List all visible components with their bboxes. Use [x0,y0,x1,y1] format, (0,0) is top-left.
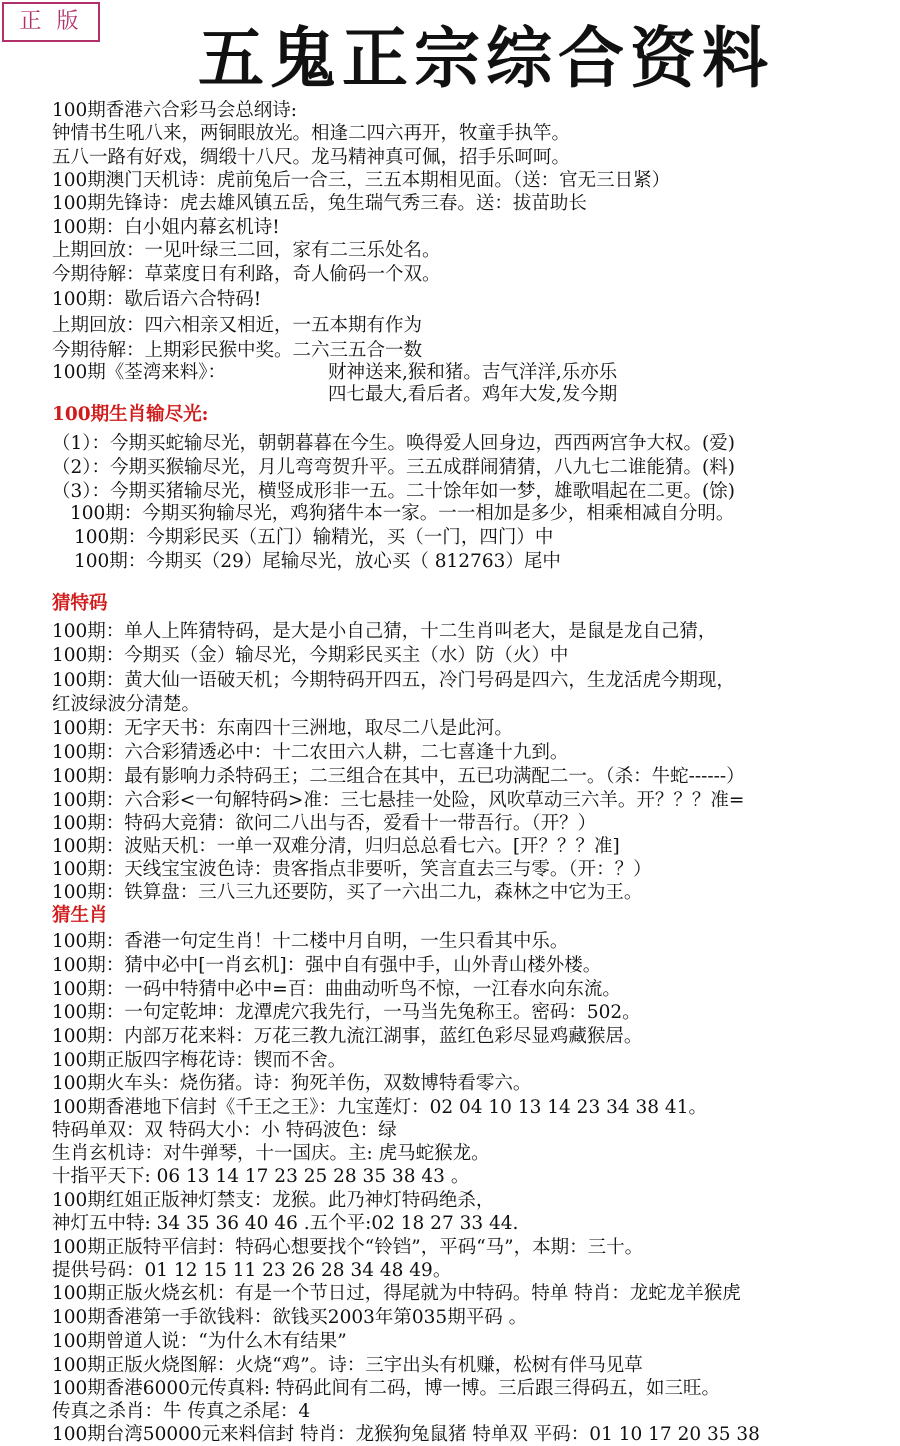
genuine-badge: 正 版 [2,2,100,42]
text-line: 100期红姐正版神灯禁支：龙猴。此乃神灯特码绝杀， [52,1190,495,1211]
text-line: 十指平天下: 06 13 14 17 23 25 28 35 38 43 。 [52,1166,470,1187]
text-line: 100期正版火烧图解：火烧“鸡”。诗：三宇出头有机赚，松树有伴马见草 [52,1355,643,1376]
text-line: 100期：一码中特猜中必中=百：曲曲动听鸟不惊，一江春水向东流。 [52,979,621,1000]
text-line: 钟情书生吼八来，两铜眼放光。相逢二四六再开，牧童手执竿。 [52,123,571,144]
text-line: 特码单双：双 特码大小：小 特码波色：绿 [52,1120,397,1141]
text-line: 100期：铁算盘：三八三九还要防，买了一六出二九，森林之中它为王。 [52,882,643,903]
text-line: 红波绿波分清楚。 [52,694,201,715]
text-line: 100期香港第一手欲钱料：欲钱买2003年第035期平码 。 [52,1307,528,1328]
text-line: 100期火车头：烧伤猪。诗：狗死羊伤，双数博特看零六。 [52,1073,532,1094]
text-line: 四七最大,看后者。鸡年大发,发今期 [328,384,618,405]
text-line: 100期：香港一句定生肖！十二楼中月自明，一生只看其中乐。 [52,931,569,952]
text-line: 100期香港六合彩马会总纲诗: [52,100,298,121]
text-line: 100期正版火烧玄机：有是一个节日过，得尾就为中特码。特单 特肖：龙蛇龙羊猴虎 [52,1283,741,1304]
text-line: 100期：白小姐内幕玄机诗! [52,217,280,238]
text-line: 100期：内部万花来料：万花三教九流江湖事，蓝红色彩尽显鸡藏猴居。 [52,1026,643,1047]
page-title: 五鬼正宗综合资料 [198,19,774,97]
text-line: 今期待解：草菜度日有利路，奇人偷码一个双。 [52,264,441,285]
text-line: 100期曾道人说：“为什么木有结果” [52,1331,347,1352]
text-line: 100期：一句定乾坤：龙潭虎穴我先行，一马当先兔称王。密码：502。 [52,1002,641,1023]
text-line: 100期澳门天机诗：虎前兔后一合三，三五本期相见面。（送：官无三日紧） [52,170,671,191]
text-line: 上期回放：一见叶绿三二回，家有二三乐处名。 [52,240,441,261]
text-line: 100期正版特平信封：特码心想要找个“铃铛”，平码“马”，本期：三十。 [52,1237,644,1258]
text-line: 传真之杀肖：牛 传真之杀尾：4 [52,1401,311,1422]
text-line: 100期台湾50000元来料信封 特肖：龙猴狗兔鼠猪 特单双 平码：01 10 17 20 35 38 [52,1424,760,1445]
text-line: 提供号码：01 12 15 11 23 26 28 34 48 49。 [52,1260,452,1281]
text-line: 100期：最有影响力杀特码王；二三组合在其中，五已功满配二一。（杀：牛蛇------） [52,766,745,787]
section-heading: 猜特码 [52,593,108,614]
text-line: 生肖玄机诗：对牛弹琴，十一国庆。主: 虎马蛇猴龙。 [52,1143,490,1164]
text-line: 神灯五中特: 34 35 36 40 46 .五个平:02 18 27 33 44. [52,1213,519,1234]
text-line: 今期待解：上期彩民猴中奖。二六三五合一数 [52,340,423,361]
text-line: 上期回放：四六相亲又相近，一五本期有作为 [52,315,423,336]
text-line: 100期：六合彩<一句解特码>准：三七悬挂一处险，风吹草动三六羊。开？？？准= [52,790,745,811]
text-line: （1）：今期买蛇输尽光，朝朝暮暮在今生。唤得爱人回身边，西西两宫争大权。(爱) [52,433,735,454]
text-line: （2）：今期买猴输尽光，月儿弯弯贺升平。三五成群闹猜猜，八九七二谁能猜。(料) [52,457,735,478]
text-line: 100期：无字天书：东南四十三洲地，取尽二八是此河。 [52,718,513,739]
text-line: 100期正版四字梅花诗：锲而不舍。 [52,1050,347,1071]
text-line: 100期：今期买狗输尽光，鸡狗猪牛本一家。一一相加是多少，相乘相减自分明。 [70,503,735,524]
text-line: 100期：特码大竞猜：欲问二八出与否，爱看十一带吾行。（开？） [52,813,597,834]
text-line: 100期：今期买（金）输尽光，今期彩民买主（水）防（火）中 [52,645,569,666]
text-line: 100期：猜中必中[一肖玄机]：强中自有强中手，山外青山楼外楼。 [52,955,602,976]
text-line: 100期：单人上阵猜特码，是大是小自己猜，十二生肖叫老大，是鼠是龙自己猜， [52,621,717,642]
text-line: 100期《荃湾来料》： [52,362,227,383]
text-line: 100期：今期买（29）尾输尽光，放心买（ 812763）尾中 [74,551,561,572]
section-heading: 100期生肖输尽光: [52,404,209,425]
text-line: 100期：歇后语六合特码! [52,289,262,310]
section-heading: 猜生肖 [52,905,108,926]
text-line: 100期：黄大仙一语破天机；今期特码开四五，冷门号码是四六，生龙活虎今期现， [52,670,735,691]
text-line: 100期先锋诗：虎去雄风镇五岳，兔生瑞气秀三春。送：拔苗助长 [52,193,587,214]
text-line: 财神送来,猴和猪。吉气洋洋,乐亦乐 [328,362,618,383]
text-line: 100期：波贴天机：一单一双难分清，归归总总看七六。[开？？？准] [52,836,620,857]
text-line: 五八一路有好戏，绸缎十八尺。龙马精神真可佩，招手乐呵呵。 [52,147,571,168]
text-line: 100期：天线宝宝波色诗：贵客指点非要听，笑言直去三与零。（开：？） [52,859,652,880]
text-line: 100期香港6000元传真料: 特码此间有二码，博一博。三后跟三得码五，如三旺。 [52,1378,721,1399]
text-line: 100期：今期彩民买（五门）输精光，买（一门，四门）中 [74,527,554,548]
text-line: （3）：今期买猪输尽光，横竖成形非一五。二十馀年如一梦，雄歌唱起在二更。(馀) [52,481,735,502]
text-line: 100期：六合彩猜透必中：十二农田六人耕，二七喜逢十九到。 [52,742,569,763]
text-line: 100期香港地下信封《千王之王》：九宝莲灯：02 04 10 13 14 23 34 38 41。 [52,1097,707,1118]
